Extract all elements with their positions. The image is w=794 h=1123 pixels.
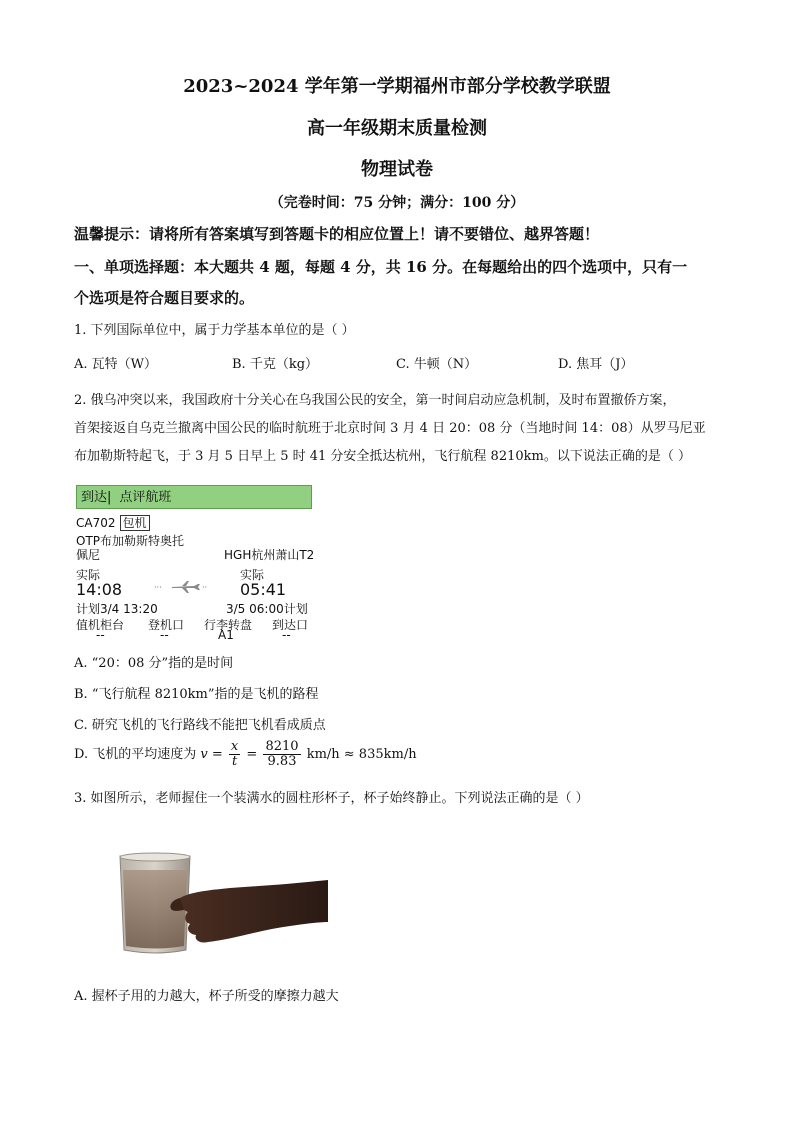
flight-card <box>76 485 316 645</box>
flight-number: CA702 <box>76 516 116 530</box>
destination: HGH杭州萧山T2 <box>224 548 315 562</box>
q1-option-d: D. 焦耳（J） <box>558 357 634 372</box>
airplane-icon <box>154 580 214 594</box>
value-fraction <box>263 740 300 769</box>
q2-option-d-prefix: D. 飞机的平均速度为 <box>74 747 197 762</box>
flight-number-row <box>76 514 150 531</box>
equals-sign-2: = <box>246 747 258 762</box>
frac-denominator: t <box>231 754 238 769</box>
arr-plan: 3/5 06:00计划 <box>226 602 308 616</box>
q2-stem-line2: 首架接返自乌克兰撤离中国公民的临时航班于北京时间 3 月 4 日 20：08 分（当地时间 14：08）从罗马尼亚 <box>74 421 706 436</box>
card-head-right: 点评航班 <box>119 490 172 505</box>
col-value-checkin: -- <box>96 628 105 642</box>
q1-option-b: B. 千克（kg） <box>232 357 319 372</box>
value-numerator: 8210 <box>265 739 299 754</box>
x-over-t-fraction <box>229 740 240 769</box>
flight-tag: 包机 <box>120 515 150 531</box>
origin-line2: 佩尼 <box>76 548 101 562</box>
title-line2: 高一年级期末质量检测 <box>307 118 487 139</box>
time-info: （完卷时间：75 分钟；满分：100 分） <box>269 195 525 211</box>
title-line1: 2023~2024 学年第一学期福州市部分学校教学联盟 <box>183 76 611 97</box>
q1-stem: 1. 下列国际单位中，属于力学基本单位的是（ ） <box>74 323 355 338</box>
flight-card-header <box>76 485 312 509</box>
col-label-arrival: 到达口 <box>272 618 309 632</box>
q2-option-b: B. “飞行航程 8210km”指的是飞机的路程 <box>74 687 319 702</box>
col-label-gate: 登机口 <box>148 618 185 632</box>
equals-sign: = <box>211 747 223 762</box>
q2-option-d-suffix: km/h ≈ 835km/h <box>306 747 417 762</box>
arr-time: 05:41 <box>240 580 287 599</box>
card-head-left: 到达| <box>81 490 112 505</box>
q2-option-a: A. “20：08 分”指的是时间 <box>74 656 234 671</box>
svg-text:···: ··· <box>154 583 162 592</box>
col-label-baggage: 行李转盘 <box>204 618 253 632</box>
col-value-arrival: -- <box>282 628 291 642</box>
q2-option-c: C. 研究飞机的飞行路线不能把飞机看成质点 <box>74 718 326 733</box>
section1-heading-line2: 个选项是符合题目要求的。 <box>74 289 255 307</box>
q1-option-c: C. 牛顿（N） <box>396 357 478 372</box>
section1-heading-line1: 一、单项选择题：本大题共 4 题，每题 4 分，共 16 分。在每题给出的四个选项中，只有一 <box>74 258 688 276</box>
q2-stem-line3: 布加勒斯特起飞，于 3 月 5 日早上 5 时 41 分安全抵达杭州，飞行航程 8210km。以下说法正确的是（ ） <box>74 449 691 464</box>
q3-option-a: A. 握杯子用的力越大，杯子所受的摩擦力越大 <box>74 989 339 1004</box>
notice: 温馨提示：请将所有答案填写到答题卡的相应位置上！请不要错位、越界答题！ <box>74 225 600 243</box>
value-denominator: 9.83 <box>267 754 297 769</box>
dep-label: 实际 <box>76 568 101 582</box>
frac-numerator: x <box>230 739 239 754</box>
svg-text:··: ·· <box>202 583 208 592</box>
q2-stem-line1: 2. 俄乌冲突以来，我国政府十分关心在乌我国公民的安全，第一时间启动应急机制，及时布置撤侨方案， <box>74 393 676 408</box>
origin-line1: OTP布加勒斯特奥托 <box>76 534 185 548</box>
q1-option-a: A. 瓦特（W） <box>74 357 158 372</box>
col-value-gate: -- <box>160 628 169 642</box>
q2-stem <box>74 387 724 471</box>
arr-label: 实际 <box>240 568 265 582</box>
dep-time: 14:08 <box>76 580 123 599</box>
velocity-symbol: v <box>200 747 208 762</box>
q3-stem: 3. 如图所示，老师握住一个装满水的圆柱形杯子，杯子始终静止。下列说法正确的是（ ） <box>74 791 589 806</box>
hand-holding-cup-image <box>110 850 330 958</box>
col-label-checkin: 值机柜台 <box>76 618 125 632</box>
title-line3: 物理试卷 <box>361 159 433 180</box>
col-value-baggage: A1 <box>218 628 234 642</box>
q2-option-d <box>74 740 417 769</box>
dep-plan: 计划3/4 13:20 <box>76 602 158 616</box>
